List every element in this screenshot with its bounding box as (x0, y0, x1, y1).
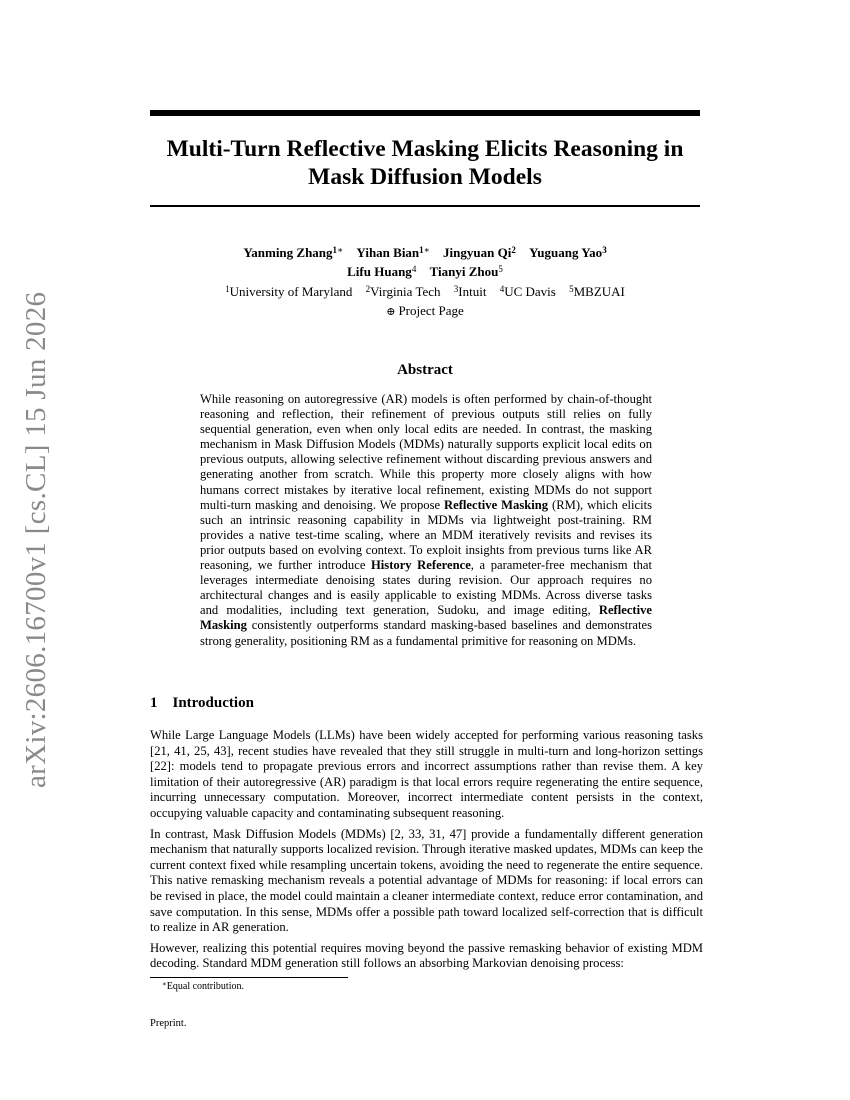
author: Jingyuan Qi$^2$ (443, 245, 516, 260)
affiliation: $^2$Virginia Tech (365, 284, 441, 299)
author: Yanming Zhang$^{1∗}$ (243, 245, 344, 260)
paragraph: In contrast, Mask Diffusion Models (MDMs) [2, 33, 31, 47] provide a fundamentally different generation mechanism that naturally supports localized revision. Through iterative masked updates, MDMs can keep the current context fixed while resampling uncertain tokens, avoiding the need to regenerate the entire sequence. This native remasking mechanism reveals a potential advantage of MDMs for reasoning: if local errors can be revised in place, the model could maintain a cleaner intermediate context, reduce error contamination, and save computation. In this sense, MDMs offer a possible path toward localized self-correction that is difficult to realize in AR generation. (150, 826, 703, 935)
paper-title (150, 135, 700, 191)
affiliations (150, 282, 700, 301)
arxiv-identifier: arXiv:2606.16700v1 [cs.CL] 15 Jun 2026 (20, 291, 52, 788)
author: Lifu Huang$^4$ (347, 264, 417, 279)
paragraph: While Large Language Models (LLMs) have been widely accepted for performing various reasoning tasks [21, 41, 25, 43], recent studies have revealed that they still struggle in multi-turn and long-horizon settings [22]: models tend to propagate previous errors and incorrect assumptions rather than revise them. A key limitation of their autoregressive (AR) paradigm is that local errors require regenerating the entire sequence, incurring unnecessary computation. Moreover, incorrect intermediate content persists in the context, occupying valuable capacity and contaminating subsequent reasoning. (150, 728, 703, 820)
title-line: Mask Diffusion Models (308, 164, 542, 190)
preprint-label: Preprint. (150, 1018, 187, 1029)
globe-icon: ⊕ (386, 306, 396, 318)
bold-term: Reflective Masking (200, 603, 652, 633)
bold-term: History Reference (371, 558, 471, 573)
introduction-body (150, 728, 703, 977)
author: Tianyi Zhou$^5$ (429, 264, 503, 279)
affiliation: $^1$University of Maryland (225, 284, 353, 299)
footnote: ∗Equal contribution. (162, 980, 244, 992)
author: Yihan Bian$^{1∗}$ (356, 245, 430, 260)
author-line (150, 262, 700, 281)
title-bottom-rule (150, 205, 700, 207)
affiliation: $^5$MBZUAI (569, 284, 625, 299)
affiliation: $^3$Intuit (453, 284, 487, 299)
title-top-rule (150, 110, 700, 116)
abstract-heading: Abstract (397, 362, 453, 378)
abstract-body: While reasoning on autoregressive (AR) models is often performed by chain-of-thought reasoning and reflection, their refinement of previous outputs still relies on fully sequential generation, even when only local edits are needed. In contrast, the masking mechanism in Mask Diffusion Models (MDMs) naturally supports explicit local edits on previous outputs, allowing selective refinement without discarding previous answers and generating another from scratch. While this property more closely aligns with how humans correct mistakes by iterative local refinement, existing MDMs do not support multi-turn masking and denoising. We propose Reflective Masking (RM), which elicits such an intrinsic reasoning capability in MDMs via lightweight post-training. RM provides a native test-time scaling, where an MDM iteratively revisits and revises its prior outputs based on evolving context. To exploit insights from previous turns like AR reasoning, we further introduce History Reference, a parameter-free mechanism that leverages intermediate denoising states during revision. Our approach requires no architectural changes and is easily applicable to existing MDMs. Across diverse tasks and modalities, including text generation, Sudoku, and image editing, Reflective Masking consistently outperforms standard masking-based baselines and demonstrates strong generality, positioning RM as a fundamental primitive for reasoning on MDMs. (200, 392, 653, 648)
footnote-rule (150, 977, 348, 978)
title-line: Multi-Turn Reflective Masking Elicits Reasoning in (166, 136, 684, 162)
author-line (150, 243, 700, 262)
project-page-link[interactable]: ⊕ Project Page (386, 303, 464, 318)
affiliation: $^4$UC Davis (499, 284, 556, 299)
paragraph: However, realizing this potential requires moving beyond the passive remasking behavior of existing MDM decoding. Standard MDM generation still follows an absorbing Markovian denoising process: (150, 940, 703, 971)
section-heading: 1 Introduction (150, 695, 254, 711)
bold-term: Reflective Masking (444, 497, 549, 512)
author: Yuguang Yao$^3$ (529, 245, 607, 260)
author-block (150, 243, 700, 322)
